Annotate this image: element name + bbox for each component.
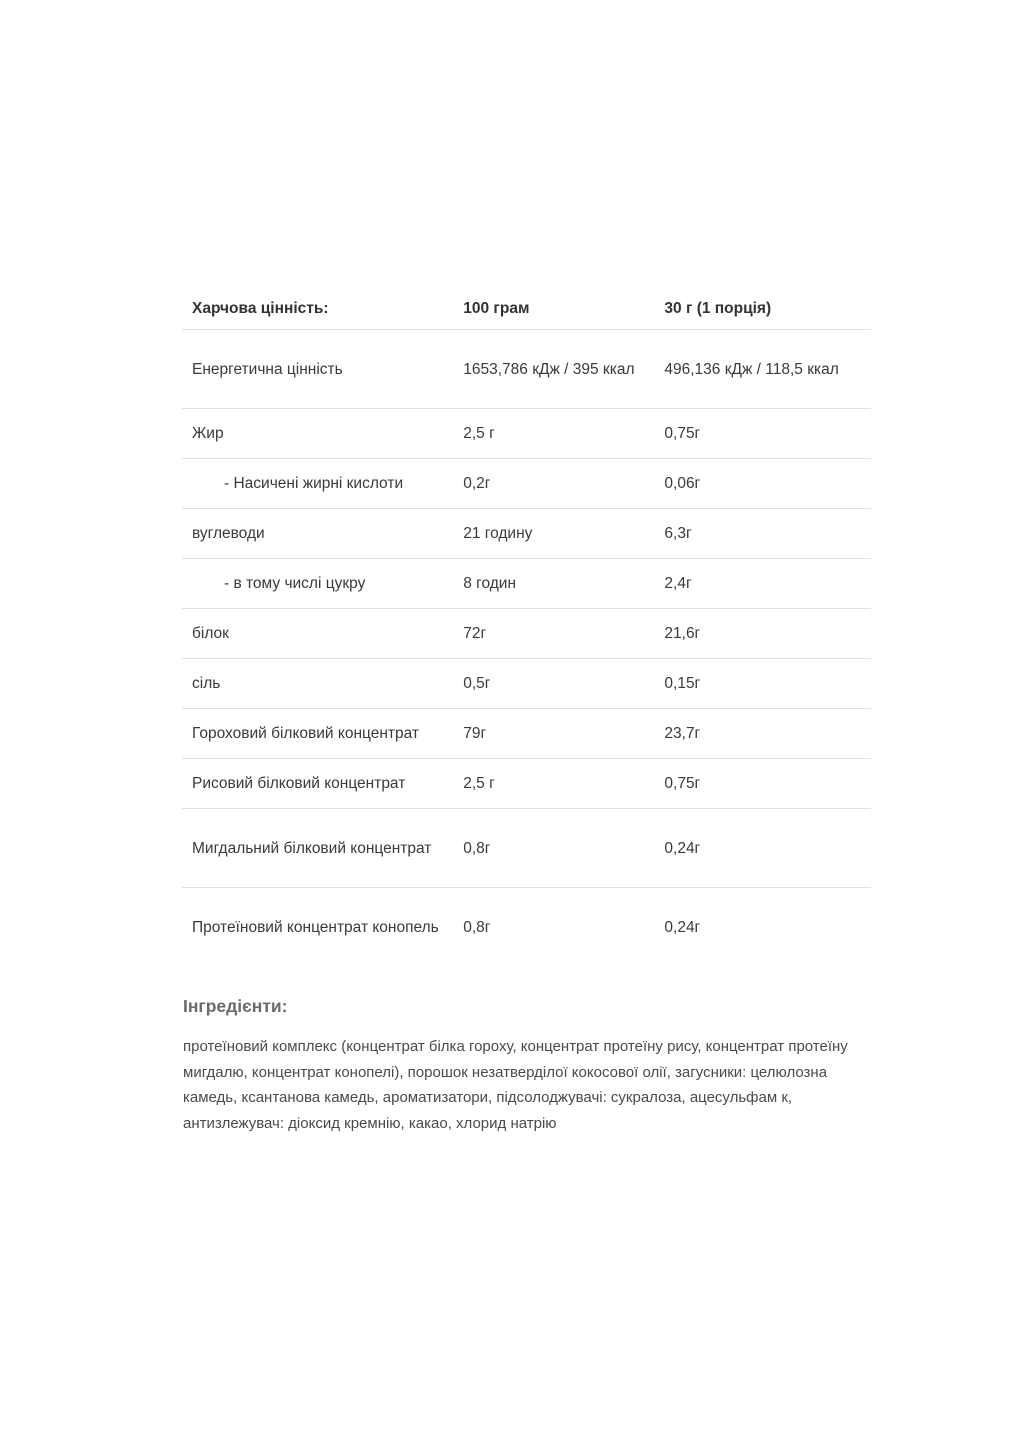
table-row <box>182 459 871 509</box>
table-row <box>182 509 871 559</box>
ingredients-heading: Інгредієнти: <box>183 996 288 1016</box>
table-row <box>182 659 871 709</box>
row-label: - Насичені жирні кислоти <box>182 459 453 509</box>
table-row <box>182 409 871 459</box>
row-value-serving: 2,4г <box>654 559 871 609</box>
row-value-100g: 72г <box>453 609 654 659</box>
row-value-100g: 1653,786 кДж / 395 ккал <box>453 330 654 409</box>
row-label: білок <box>182 609 453 659</box>
row-value-serving: 0,75г <box>654 409 871 459</box>
header-per-serving: 30 г (1 порція) <box>654 288 871 330</box>
row-value-serving: 0,75г <box>654 759 871 809</box>
header-per-100g: 100 грам <box>453 288 654 330</box>
table-row <box>182 809 871 888</box>
row-value-100g: 0,8г <box>463 918 491 936</box>
table-header-row <box>182 288 871 330</box>
ingredients-text: протеїновий комплекс (концентрат білка гороху, концентрат протеїну рису, концентрат протеїну мигдалю, концентрат конопелі), порошок незатвердiлої кокосової олії, загусники: целюлозна камедь, ксантанова камедь, ароматизатори, підсолоджувачі: сукралоза, ацесульфам к, антизлежувач: діоксид кремнію, какао, хлорид натрію <box>183 1038 848 1132</box>
row-label: Енергетична цінність <box>182 330 453 409</box>
table-row <box>182 330 871 409</box>
row-label: Жир <box>182 409 453 459</box>
row-value-100g: 0,8г <box>453 809 654 888</box>
row-value-100g: 2,5 г <box>453 409 654 459</box>
table-row <box>182 559 871 609</box>
row-label: вуглеводи <box>182 509 453 559</box>
row-label: Рисовий білковий концентрат <box>182 759 453 809</box>
table-row <box>182 609 871 659</box>
row-label: сіль <box>182 659 453 709</box>
row-value-100g: 0,2г <box>453 459 654 509</box>
header-nutrition-value: Харчова цінність: <box>182 288 453 330</box>
row-value-100g: 79г <box>453 709 654 759</box>
row-label: Мигдальний білковий концентрат <box>182 809 453 888</box>
row-value-100g: 2,5 г <box>453 759 654 809</box>
row-value-serving: 0,06г <box>654 459 871 509</box>
row-label: - в тому числі цукру <box>182 559 453 609</box>
row-value-serving: 0,24г <box>654 809 871 888</box>
row-value-serving: 21,6г <box>654 609 871 659</box>
row-label: Гороховий білковий концентрат <box>182 709 453 759</box>
row-value-serving: 6,3г <box>654 509 871 559</box>
row-value-serving: 0,15г <box>654 659 871 709</box>
row-value-100g: 0,5г <box>453 659 654 709</box>
row-value-serving: 496,136 кДж / 118,5 ккал <box>654 330 871 409</box>
table-row <box>182 759 871 809</box>
nutrition-table <box>182 288 871 966</box>
table-row <box>182 709 871 759</box>
row-value-serving: 0,24г <box>664 918 701 936</box>
row-label: Протеїновий концентрат конопель <box>192 918 439 936</box>
row-value-100g: 21 годину <box>453 509 654 559</box>
row-value-100g: 8 годин <box>453 559 654 609</box>
row-value-serving: 23,7г <box>654 709 871 759</box>
table-row <box>182 888 871 967</box>
